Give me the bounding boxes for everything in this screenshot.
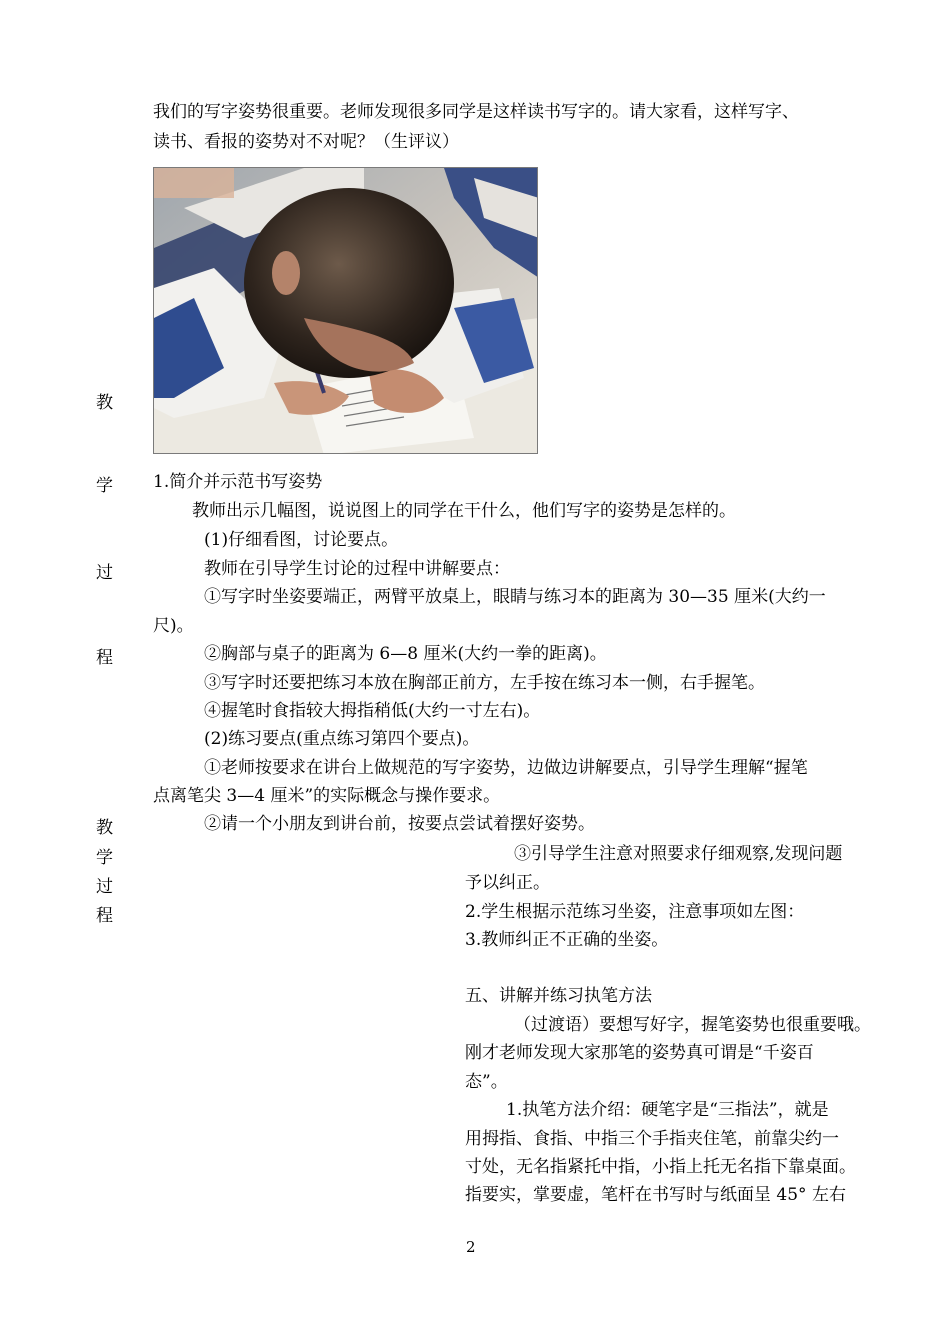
intro-line-2: 读书、看报的姿势对不对呢？（生评议） <box>153 132 459 152</box>
sidebar-char-xue-2: 学 <box>96 848 113 868</box>
sidebar-char-guo: 过 <box>96 563 113 583</box>
right-line: 2.学生根据示范练习坐姿，注意事项如左图： <box>465 902 805 922</box>
body-line: ①老师按要求在讲台上做规范的写字姿势，边做边讲解要点，引导学生理解“握笔 <box>204 758 808 778</box>
section-heading-5: 五、讲解并练习执笔方法 <box>465 986 652 1006</box>
page-number: 2 <box>466 1238 476 1256</box>
right-line: 予以纠正。 <box>465 873 550 893</box>
sidebar-char-jiao-2: 教 <box>96 818 113 838</box>
body-line: (2)练习要点(重点练习第四个要点)。 <box>204 729 480 749</box>
right-line: 指要实，掌要虚，笔杆在书写时与纸面呈 45° 左右 <box>465 1185 846 1205</box>
right-line: ③引导学生注意对照要求仔细观察,发现问题 <box>514 844 843 864</box>
student-writing-photo <box>153 167 538 454</box>
right-line: （过渡语）要想写好字，握笔姿势也很重要哦。 <box>514 1015 871 1035</box>
right-line: 用拇指、食指、中指三个手指夹住笔，前靠尖约一 <box>465 1129 839 1149</box>
sidebar-char-guo-2: 过 <box>96 877 113 897</box>
body-line: 教师在引导学生讨论的过程中讲解要点： <box>204 559 510 579</box>
body-line: 教师出示几幅图，说说图上的同学在干什么，他们写字的姿势是怎样的。 <box>192 501 736 521</box>
right-line: 3.教师纠正不正确的坐姿。 <box>465 930 669 950</box>
body-line: ②请一个小朋友到讲台前，按要点尝试着摆好姿势。 <box>204 814 595 834</box>
right-line: 1.执笔方法介绍：硬笔字是“三指法”，就是 <box>506 1100 829 1120</box>
body-line: ③写字时还要把练习本放在胸部正前方，左手按在练习本一侧，右手握笔。 <box>204 673 765 693</box>
right-line: 寸处，无名指紧托中指，小指上托无名指下靠桌面。 <box>465 1157 856 1177</box>
sidebar-char-cheng: 程 <box>96 648 113 668</box>
body-line: ①写字时坐姿要端正，两臂平放桌上，眼睛与练习本的距离为 30—35 厘米(大约一 <box>204 587 826 607</box>
intro-line-1: 我们的写字姿势很重要。老师发现很多同学是这样读书写字的。请大家看，这样写字、 <box>153 102 799 122</box>
sidebar-char-jiao: 教 <box>96 393 113 413</box>
body-line: ②胸部与桌子的距离为 6—8 厘米(大约一拳的距离)。 <box>204 644 607 664</box>
right-line: 态”。 <box>465 1072 508 1092</box>
sidebar-char-cheng-2: 程 <box>96 906 113 926</box>
sidebar-char-xue: 学 <box>96 476 113 496</box>
body-line: 点离笔尖 3—4 厘米”的实际概念与操作要求。 <box>153 786 501 806</box>
body-line: 尺)。 <box>153 616 194 636</box>
body-line: ④握笔时食指较大拇指稍低(大约一寸左右)。 <box>204 701 541 721</box>
body-line: (1)仔细看图，讨论要点。 <box>204 530 399 550</box>
section-heading: 1.简介并示范书写姿势 <box>153 472 323 492</box>
right-line: 刚才老师发现大家那笔的姿势真可谓是“千姿百 <box>465 1043 814 1063</box>
